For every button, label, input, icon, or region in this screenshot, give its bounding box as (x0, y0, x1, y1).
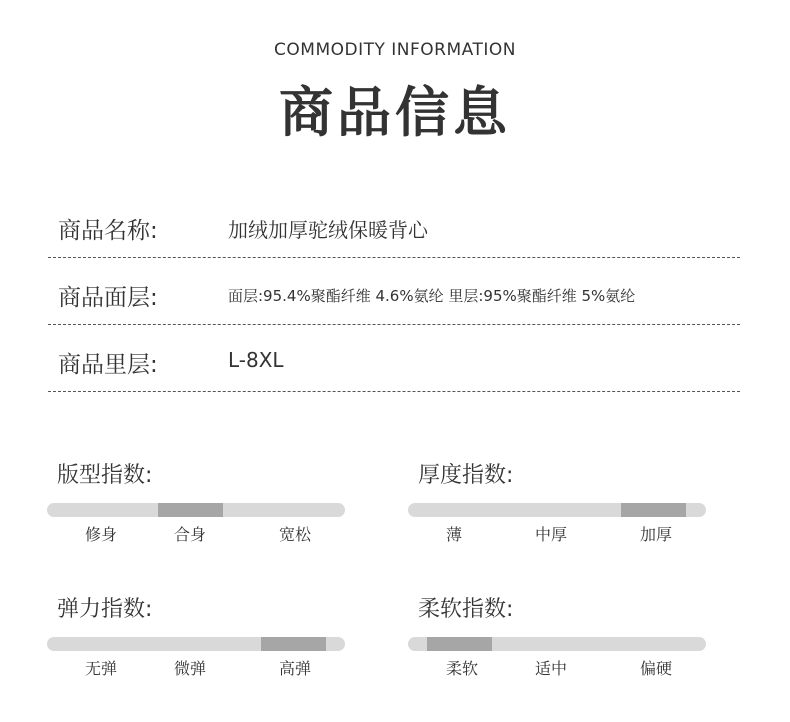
info-row-inner-layer (48, 324, 740, 391)
index-fill (261, 637, 326, 651)
index-track (47, 503, 345, 517)
index-softness (408, 592, 708, 682)
info-row-outer-layer (48, 257, 740, 324)
index-level: 无弹 (84, 659, 117, 678)
index-thickness (408, 458, 708, 548)
info-value: 面层:95.4%聚酯纤维 4.6%氨纶 里层:95%聚酯纤维 5%氨纶 (228, 287, 636, 305)
index-title: 柔软指数: (418, 597, 514, 622)
info-label: 商品面层: (58, 285, 158, 311)
info-value: L-8XL (228, 348, 284, 372)
index-level: 宽松 (278, 525, 311, 544)
index-level: 薄 (445, 525, 462, 544)
info-row-name (48, 190, 740, 257)
info-label: 商品名称: (58, 218, 158, 244)
index-level: 偏硬 (639, 659, 672, 678)
index-level: 修身 (84, 525, 117, 544)
index-fill (158, 503, 223, 517)
index-track (408, 637, 706, 651)
index-fit (47, 458, 347, 548)
index-fill (427, 637, 492, 651)
index-title: 弹力指数: (57, 597, 153, 622)
info-value: 加绒加厚驼绒保暖背心 (228, 218, 428, 242)
index-track (47, 637, 345, 651)
index-level: 中厚 (534, 525, 567, 544)
index-level: 柔软 (445, 659, 478, 678)
subtitle: COMMODITY INFORMATION (274, 40, 516, 60)
divider (48, 391, 740, 392)
index-fill (621, 503, 686, 517)
index-level: 高弹 (278, 659, 311, 678)
index-level: 合身 (173, 525, 206, 544)
index-title: 版型指数: (57, 463, 153, 488)
index-level: 微弹 (173, 659, 206, 678)
info-label: 商品里层: (58, 352, 158, 378)
index-title: 厚度指数: (418, 463, 514, 488)
index-level: 加厚 (639, 525, 672, 544)
index-elasticity (47, 592, 347, 682)
index-level: 适中 (534, 659, 567, 678)
page-title: 商品信息 (279, 81, 511, 144)
index-track (408, 503, 706, 517)
